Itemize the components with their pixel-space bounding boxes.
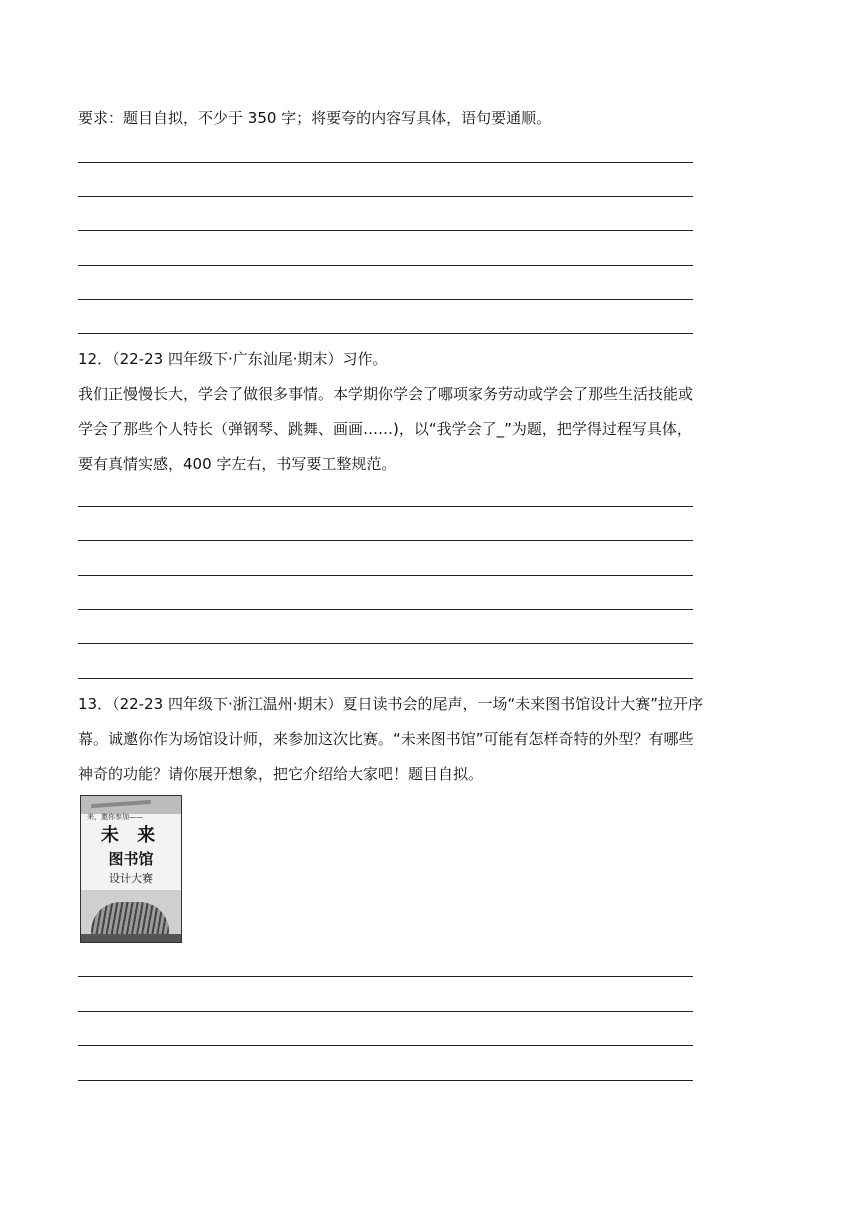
- q11-writing-line[interactable]: [78, 333, 693, 334]
- q12-writing-line[interactable]: [78, 678, 693, 679]
- poster-ground: [81, 934, 181, 942]
- poster-sky-art: [81, 796, 181, 814]
- q13-writing-line[interactable]: [78, 976, 693, 977]
- q13-writing-line[interactable]: [78, 1011, 693, 1012]
- q11-writing-line[interactable]: [78, 196, 693, 197]
- poster-invite-text: 来，邀你参加——: [87, 813, 143, 821]
- poster-library-illustration: [81, 890, 181, 942]
- q11-writing-line[interactable]: [78, 230, 693, 231]
- q11-writing-line[interactable]: [78, 265, 693, 266]
- q13-header-line: 13．（22-23 四年级下·浙江温州·期末）夏日读书会的尾声，一场“未来图书馆设计大赛”拉开序: [78, 695, 704, 713]
- q12-writing-line[interactable]: [78, 540, 693, 541]
- q12-writing-line[interactable]: [78, 506, 693, 507]
- q11-requirement: 要求：题目自拟，不少于 350 字；将要夸的内容写具体，语句要通顺。: [78, 109, 552, 127]
- poster-title-line2: 图书馆: [108, 850, 154, 868]
- q12-header: 12．（22-23 四年级下·广东汕尾·期末）习作。: [78, 350, 388, 368]
- poster-dome-building: [91, 902, 169, 936]
- competition-poster-image: [80, 795, 182, 943]
- q12-prompt-line: 要有真情实感，400 字左右，书写要工整规范。: [78, 455, 397, 473]
- q12-writing-line[interactable]: [78, 643, 693, 644]
- q12-writing-line[interactable]: [78, 575, 693, 576]
- q12-prompt-line: 学会了那些个人特长（弹钢琴、跳舞、画画……)，以“我学会了_”为题，把学得过程写具体，: [78, 420, 692, 438]
- q13-writing-line[interactable]: [78, 1080, 693, 1081]
- q11-writing-line[interactable]: [78, 299, 693, 300]
- q12-prompt-line: 我们正慢慢长大，学会了做很多事情。本学期你学会了哪项家务劳动或学会了那些生活技能或: [78, 385, 694, 403]
- q12-writing-line[interactable]: [78, 609, 693, 610]
- q13-header-line: 神奇的功能？请你展开想象，把它介绍给大家吧！题目自拟。: [78, 765, 484, 783]
- poster-title-line3: 设计大赛: [109, 872, 153, 885]
- q11-writing-line[interactable]: [78, 162, 693, 163]
- poster-title-line1: 未 来: [100, 825, 162, 846]
- q13-header-line: 幕。诚邀你作为场馆设计师，来参加这次比赛。“未来图书馆”可能有怎样奇特的外型？有哪些: [78, 730, 694, 748]
- q13-writing-line[interactable]: [78, 1045, 693, 1046]
